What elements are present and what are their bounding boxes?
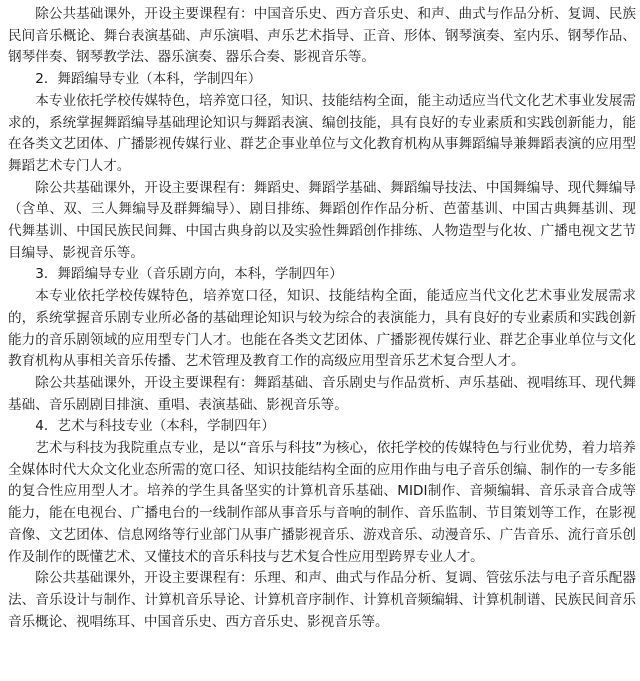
paragraph-art-technology-courses: 除公共基础课外，开设主要课程有：乐理、和声、曲式与作品分析、复调、管弦乐法与电子音乐配器法、音乐设计与制作、计算机音乐导论、计算机音序制作、计算机音频编辑、计算机制谱、民族民间音乐音乐概论、视唱练耳、中国音乐史、西方音乐史、影视音乐等。 (8, 570, 636, 630)
paragraph-dance-choreography-intro: 本专业依托学校传媒特色，培养宽口径，知识、技能结构全面，能主动适应当代文化艺术事业发展需求的，系统掌握舞蹈编导基础理论知识与舞蹈表演、编创技能，具有良好的专业素质和实践创新能力，能在各类文艺团体、广播影视传媒行业、群艺企事业单位与文化教育机构从事舞蹈编导兼舞蹈表演的应用型舞蹈艺术专门人才。 (8, 92, 636, 174)
heading-dance-choreography: 2．舞蹈编导专业（本科，学制四年） (35, 71, 262, 88)
paragraph-musical-theatre-courses: 除公共基础课外，开设主要课程有：舞蹈基础、音乐剧史与作品赏析、声乐基础、视唱练耳、现代舞基础、音乐剧剧目排演、重唱、表演基础、影视音乐等。 (8, 374, 636, 413)
paragraph-musical-theatre-intro: 本专业依托学校传媒特色，培养宽口径，知识、技能结构全面，能适应当代文化艺术事业发展需求的，系统掌握音乐剧专业所必备的基础理论知识与较为综合的表演能力，具有良好的专业素质和实践创新能力的音乐剧领域的应用型专门人才。也能在各类文艺团体、广播影视传媒行业、群艺企事业单位与文化教育机构从事相关音乐传播、艺术管理及教育工作的高级应用型音乐艺术复合型人才。 (8, 288, 636, 370)
paragraph-art-technology-intro: 艺术与科技为我院重点专业，是以“音乐与科技”为核心，依托学校的传媒特色与行业优势，着力培养全媒体时代大众文化业态所需的宽口径、知识技能结构全面的应用作曲与电子音乐创编、制作的一专多能的复合性应用型人才。培养的学生具备坚实的计算机音乐基础、MIDI制作、音频编辑、音乐录音合成等能力，能在电视台、广播电台的一线制作部从事音乐与音响的制作、音乐监制、节目策划等工作，在影视音像、文艺团体、信息网络等行业部门从事广播影视音乐、游戏音乐、动漫音乐、广告音乐、流行音乐创作及制作的既懂艺术、又懂技术的音乐科技与艺术复合性应用型跨界专业人才。 (8, 440, 636, 565)
paragraph-course-list-music: 除公共基础课外，开设主要课程有：中国音乐史、西方音乐史、和声、曲式与作品分析、复调、民族民间音乐概论、舞台表演基础、声乐演唱、声乐艺术指导、正音、形体、钢琴演奏、室内乐、钢琴作品、钢琴伴奏、钢琴教学法、器乐演奏、器乐合奏、影视音乐等。 (8, 6, 636, 66)
heading-musical-theatre: 3．舞蹈编导专业（音乐剧方向，本科，学制四年） (35, 266, 343, 283)
heading-art-technology: 4．艺术与科技专业（本科，学制四年） (35, 418, 275, 435)
paragraph-dance-choreography-courses: 除公共基础课外，开设主要课程有：舞蹈史、舞蹈学基础、舞蹈编导技法、中国舞编导、现代舞编导（含单、双、三人舞编导及群舞编导）、剧目排练、舞蹈创作作品分析、芭蕾基训、中国古典舞基训、现代舞基训、中国民族民间舞、中国古典身韵以及实验性舞蹈创作排练、人物造型与化妆、广播电视文艺节目编导、影视音乐等。 (8, 179, 636, 261)
